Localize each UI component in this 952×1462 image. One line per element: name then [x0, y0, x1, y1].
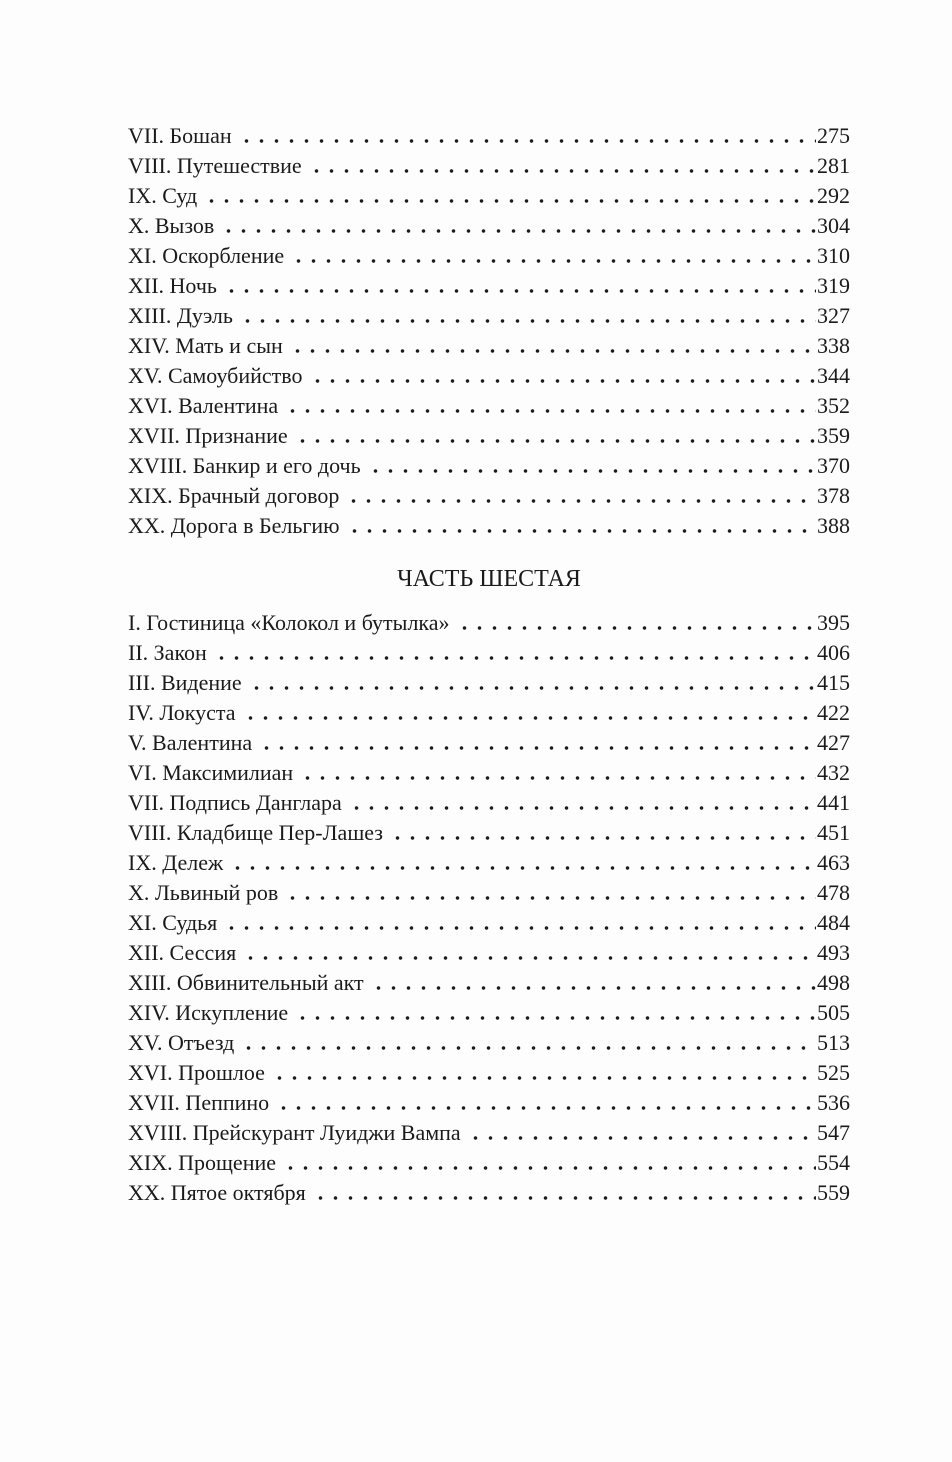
toc-page-number: 344 — [817, 363, 850, 388]
dot-leader — [349, 788, 816, 818]
dot-leader — [285, 878, 816, 908]
toc-row — [128, 121, 850, 151]
dot-leader — [243, 698, 816, 728]
toc-page-number: 441 — [817, 790, 850, 815]
toc-page-number: 395 — [817, 610, 850, 635]
toc-row — [128, 908, 850, 938]
dot-leader — [221, 211, 816, 241]
toc-row — [128, 271, 850, 301]
toc-entry-label: XII. Ночь — [128, 273, 217, 298]
toc-entry-label: XVI. Прошлое — [128, 1060, 265, 1085]
dot-leader — [291, 241, 816, 271]
toc-entry-label: VI. Максимилиан — [128, 760, 294, 785]
toc-page-number: 513 — [817, 1030, 850, 1055]
toc-page-number: 536 — [817, 1090, 850, 1115]
toc-entry-label: XV. Самоубийство — [128, 363, 303, 388]
toc-row — [128, 391, 850, 421]
dot-leader — [346, 481, 816, 511]
dot-leader — [468, 1118, 816, 1148]
toc-entry-label: XII. Сессия — [128, 940, 237, 965]
toc-entry-label: XVI. Валентина — [128, 393, 279, 418]
toc-row — [128, 878, 850, 908]
toc-entry-label: XX. Пятое октября — [128, 1180, 306, 1205]
toc-entry-label: II. Закон — [128, 640, 207, 665]
dot-leader — [224, 271, 816, 301]
toc-row — [128, 1058, 850, 1088]
dot-leader — [272, 1058, 816, 1088]
toc-row — [128, 421, 850, 451]
dot-leader — [309, 151, 816, 181]
dot-leader — [249, 668, 816, 698]
toc-section — [128, 564, 850, 1208]
toc-row — [128, 938, 850, 968]
toc-entry-label: XV. Отъезд — [128, 1030, 235, 1055]
toc-entry-label: IV. Локуста — [128, 700, 236, 725]
toc-entry-label: VII. Бошан — [128, 123, 232, 148]
toc-row — [128, 1028, 850, 1058]
toc-page-number: 554 — [817, 1150, 850, 1175]
toc-row — [128, 968, 850, 998]
dot-leader — [368, 451, 816, 481]
dot-leader — [204, 181, 816, 211]
dot-leader — [276, 1088, 816, 1118]
toc-entry-label: XVII. Пеппино — [128, 1090, 270, 1115]
toc-page-number: 415 — [817, 670, 850, 695]
dot-leader — [259, 728, 816, 758]
toc-entry-label: XVIII. Банкир и его дочь — [128, 453, 361, 478]
toc-page-number: 406 — [817, 640, 850, 665]
dot-leader — [313, 1178, 816, 1208]
toc-entry-label: X. Львиный ров — [128, 880, 279, 905]
dot-leader — [371, 968, 816, 998]
toc-row — [128, 511, 850, 541]
toc-row — [128, 1148, 850, 1178]
toc-page-number: 338 — [817, 333, 850, 358]
toc-page-number: 559 — [817, 1180, 850, 1205]
toc-entry-label: XIII. Обвинительный акт — [128, 970, 364, 995]
toc-entry-label: XVIII. Прейскурант Луиджи Вампа — [128, 1120, 461, 1145]
dot-leader — [243, 938, 816, 968]
dot-leader — [224, 908, 816, 938]
table-of-contents — [128, 121, 850, 1208]
toc-page-number: 525 — [817, 1060, 850, 1085]
dot-leader — [230, 848, 816, 878]
toc-entry-label: XI. Оскорбление — [128, 243, 285, 268]
toc-row — [128, 758, 850, 788]
dot-leader — [300, 758, 816, 788]
toc-page-number: 547 — [817, 1120, 850, 1145]
toc-page-number: 432 — [817, 760, 850, 785]
toc-page-number: 281 — [817, 153, 850, 178]
toc-entry-label: VIII. Кладбище Пер-Лашез — [128, 820, 383, 845]
toc-page-number: 422 — [817, 700, 850, 725]
toc-page-number: 327 — [817, 303, 850, 328]
toc-section — [128, 121, 850, 541]
toc-row — [128, 1178, 850, 1208]
toc-entry-label: XX. Дорога в Бельгию — [128, 513, 340, 538]
toc-page-number: 310 — [817, 243, 850, 268]
toc-page-number: 304 — [817, 213, 850, 238]
toc-entry-label: I. Гостиница «Колокол и бутылка» — [128, 610, 450, 635]
dot-leader — [214, 638, 816, 668]
dot-leader — [239, 121, 816, 151]
toc-row — [128, 451, 850, 481]
dot-leader — [347, 511, 816, 541]
toc-row — [128, 181, 850, 211]
toc-page-number: 370 — [817, 453, 850, 478]
toc-entry-label: XIV. Искупление — [128, 1000, 289, 1025]
toc-entry-label: XIII. Дуэль — [128, 303, 233, 328]
toc-entry-label: XIX. Прощение — [128, 1150, 277, 1175]
toc-page-number: 359 — [817, 423, 850, 448]
toc-page-number: 498 — [817, 970, 850, 995]
toc-page-number: 478 — [817, 880, 850, 905]
toc-row — [128, 788, 850, 818]
dot-leader — [295, 998, 816, 1028]
toc-row — [128, 481, 850, 511]
dot-leader — [295, 421, 816, 451]
toc-row — [128, 698, 850, 728]
toc-page-number: 505 — [817, 1000, 850, 1025]
toc-entry-label: VII. Подпись Данглара — [128, 790, 342, 815]
toc-page-number: 319 — [817, 273, 850, 298]
dot-leader — [290, 331, 816, 361]
dot-leader — [310, 361, 816, 391]
toc-row — [128, 1088, 850, 1118]
toc-entry-label: XVII. Признание — [128, 423, 288, 448]
toc-page-number: 292 — [817, 183, 850, 208]
toc-row — [128, 331, 850, 361]
toc-page-number: 493 — [817, 940, 850, 965]
dot-leader — [390, 818, 816, 848]
toc-page-number: 388 — [817, 513, 850, 538]
toc-row — [128, 638, 850, 668]
toc-row — [128, 211, 850, 241]
toc-entry-label: IX. Суд — [128, 183, 198, 208]
toc-entry-label: IX. Дележ — [128, 850, 224, 875]
toc-page-number: 427 — [817, 730, 850, 755]
toc-row — [128, 608, 850, 638]
section-heading: ЧАСТЬ ШЕСТАЯ — [397, 566, 581, 592]
toc-row — [128, 151, 850, 181]
toc-entry-label: XI. Судья — [128, 910, 218, 935]
toc-page-number: 275 — [817, 123, 850, 148]
toc-row — [128, 241, 850, 271]
toc-page-number: 352 — [817, 393, 850, 418]
dot-leader — [283, 1148, 816, 1178]
toc-row — [128, 1118, 850, 1148]
toc-entry-label: III. Видение — [128, 670, 242, 695]
toc-page-number: 463 — [817, 850, 850, 875]
toc-row — [128, 728, 850, 758]
dot-leader — [285, 391, 816, 421]
toc-entry-label: XIX. Брачный договор — [128, 483, 340, 508]
toc-page-number: 378 — [817, 483, 850, 508]
toc-row — [128, 848, 850, 878]
toc-entry-label: V. Валентина — [128, 730, 253, 755]
toc-row — [128, 668, 850, 698]
toc-entry-label: VIII. Путешествие — [128, 153, 302, 178]
toc-row — [128, 818, 850, 848]
dot-leader — [241, 1028, 816, 1058]
toc-row — [128, 361, 850, 391]
toc-row — [128, 301, 850, 331]
dot-leader — [240, 301, 816, 331]
toc-row — [128, 998, 850, 1028]
toc-entry-label: X. Вызов — [128, 213, 215, 238]
toc-entry-label: XIV. Мать и сын — [128, 333, 283, 358]
dot-leader — [457, 608, 816, 638]
toc-page-number: 451 — [817, 820, 850, 845]
toc-page-number: 484 — [817, 910, 850, 935]
